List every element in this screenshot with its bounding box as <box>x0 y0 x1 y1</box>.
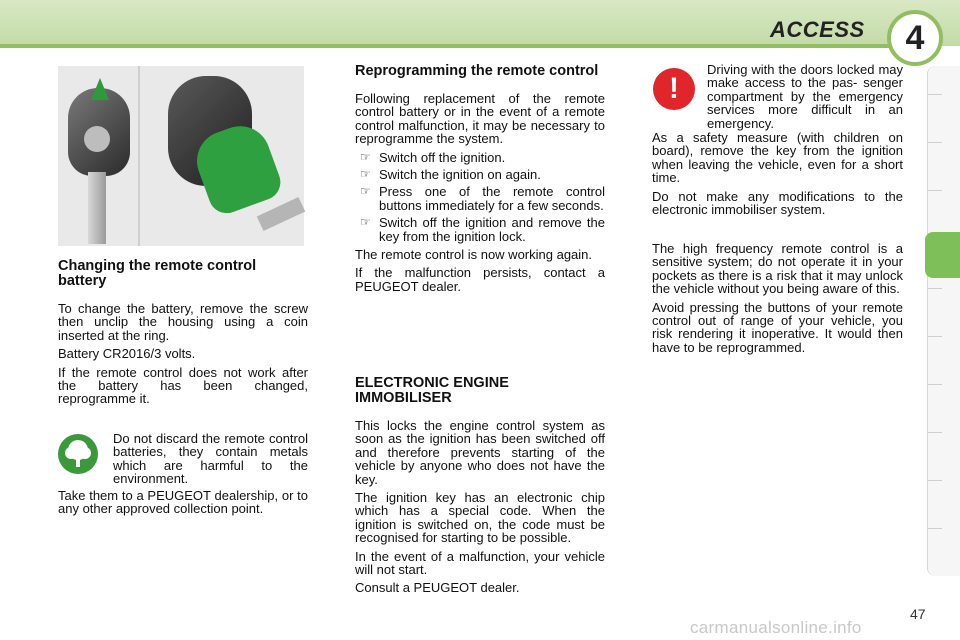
list-item: ☞ Switch off the ignition. <box>360 149 506 165</box>
warning-note <box>707 63 903 135</box>
warning-icon: ! <box>653 68 695 110</box>
key-blade-image <box>88 172 106 244</box>
tab-divider <box>928 336 942 337</box>
reprogramming-steps <box>355 151 605 243</box>
tab-divider <box>928 384 942 385</box>
list-item: ☞ Switch off the ignition and remove the key from the ignition lock. <box>360 215 605 244</box>
immobiliser-para: The ignition key has an electronic chip which has a special code. When the ignition is switched on, the code must be recognised for starting to be possible. <box>355 490 605 546</box>
open-key-blade-image <box>257 197 305 231</box>
tab-divider <box>928 142 942 143</box>
heading-reprogramming: Reprogramming the remote control <box>355 63 599 79</box>
reprogramming-intro: Following replacement of the remote control battery or in the event of a remote control malfunction, it may be necessary to reprogramme the system. <box>355 91 605 147</box>
photo-divider <box>138 66 140 246</box>
battery-para: Battery CR2016/3 volts. <box>58 346 196 362</box>
eco-note-text: Do not discard the remote control batteries, they contain metals which are harmful to the environment. <box>113 431 308 487</box>
safety-para: As a safety measure (with children on board), remove the key from the ignition when leaving the vehicle, even for a short time. <box>652 130 903 186</box>
watermark: carmanualsonline.info <box>690 618 862 637</box>
tree-icon <box>58 434 98 474</box>
chapter-tab-strip <box>927 66 960 576</box>
pointing-hand-icon: ☞ <box>360 184 371 199</box>
header-rule <box>0 44 905 48</box>
immobiliser-para: Consult a PEUGEOT dealer. <box>355 580 520 596</box>
battery-para: If the remote control does not work after the battery has been changed, reprogramme it. <box>58 364 308 407</box>
safety-para: Do not make any modifications to the electronic immobiliser system. <box>652 188 903 218</box>
tab-divider <box>928 288 942 289</box>
immobiliser-para: This locks the engine control system as soon as the ignition has been switched off and therefore prevents starting of the vehicle by anyone who does not have the key. <box>355 418 605 487</box>
column-high-frequency <box>652 242 903 359</box>
reprogramming-after: The remote control is now working again. <box>355 247 593 263</box>
tab-divider <box>928 480 942 481</box>
column-reprogramming <box>355 64 605 298</box>
eco-para-block <box>58 489 308 521</box>
tab-divider <box>928 190 942 191</box>
chapter-tab-active[interactable] <box>925 232 960 278</box>
arrow-up-icon <box>91 78 109 100</box>
hf-para: Avoid pressing the buttons of your remote control out of range of your vehicle, you risk rendering it inoperative. It would then have to be reprogrammed. <box>652 299 903 355</box>
pointing-hand-icon: ☞ <box>360 215 371 230</box>
column-immobiliser <box>355 376 605 600</box>
chapter-title: ACCESS <box>770 17 865 42</box>
reprogramming-after: If the malfunction persists, contact a PEUGEOT dealer. <box>355 265 605 294</box>
peugeot-lion-logo <box>84 126 110 152</box>
list-item: ☞ Switch the ignition on again. <box>360 167 541 183</box>
chapter-number-badge: 4 <box>887 10 943 66</box>
tab-divider <box>928 432 942 433</box>
heading-battery: Changing the remote control battery <box>58 258 257 289</box>
heading-immobiliser: ELECTRONIC ENGINE IMMOBILISER <box>355 375 509 406</box>
list-item: ☞ Press one of the remote control buttons immediately for a few seconds. <box>360 184 605 213</box>
remote-key-photo <box>58 66 304 246</box>
tab-divider <box>928 94 942 95</box>
battery-para: To change the battery, remove the screw then unclip the housing using a coin inserted at the ring. <box>58 301 308 343</box>
tab-divider <box>928 528 942 529</box>
warning-note-text: Driving with the doors locked may make access to the pas- senger compartment by the emergency services more difficult in an emergency. <box>707 62 903 131</box>
column-battery <box>58 259 308 411</box>
pointing-hand-icon: ☞ <box>360 167 371 182</box>
column-safety <box>652 131 903 221</box>
hf-para: The high frequency remote control is a sensitive system; do not operate it in your pockets as there is a risk that it may unlock the vehicle without you being aware of this. <box>652 241 903 297</box>
pointing-hand-icon: ☞ <box>360 149 371 164</box>
immobiliser-para: In the event of a malfunction, your vehicle will not start. <box>355 548 605 578</box>
eco-para: Take them to a PEUGEOT dealership, or to any other approved collection point. <box>58 488 308 517</box>
eco-note <box>113 432 308 491</box>
page-number: 47 <box>910 606 926 622</box>
